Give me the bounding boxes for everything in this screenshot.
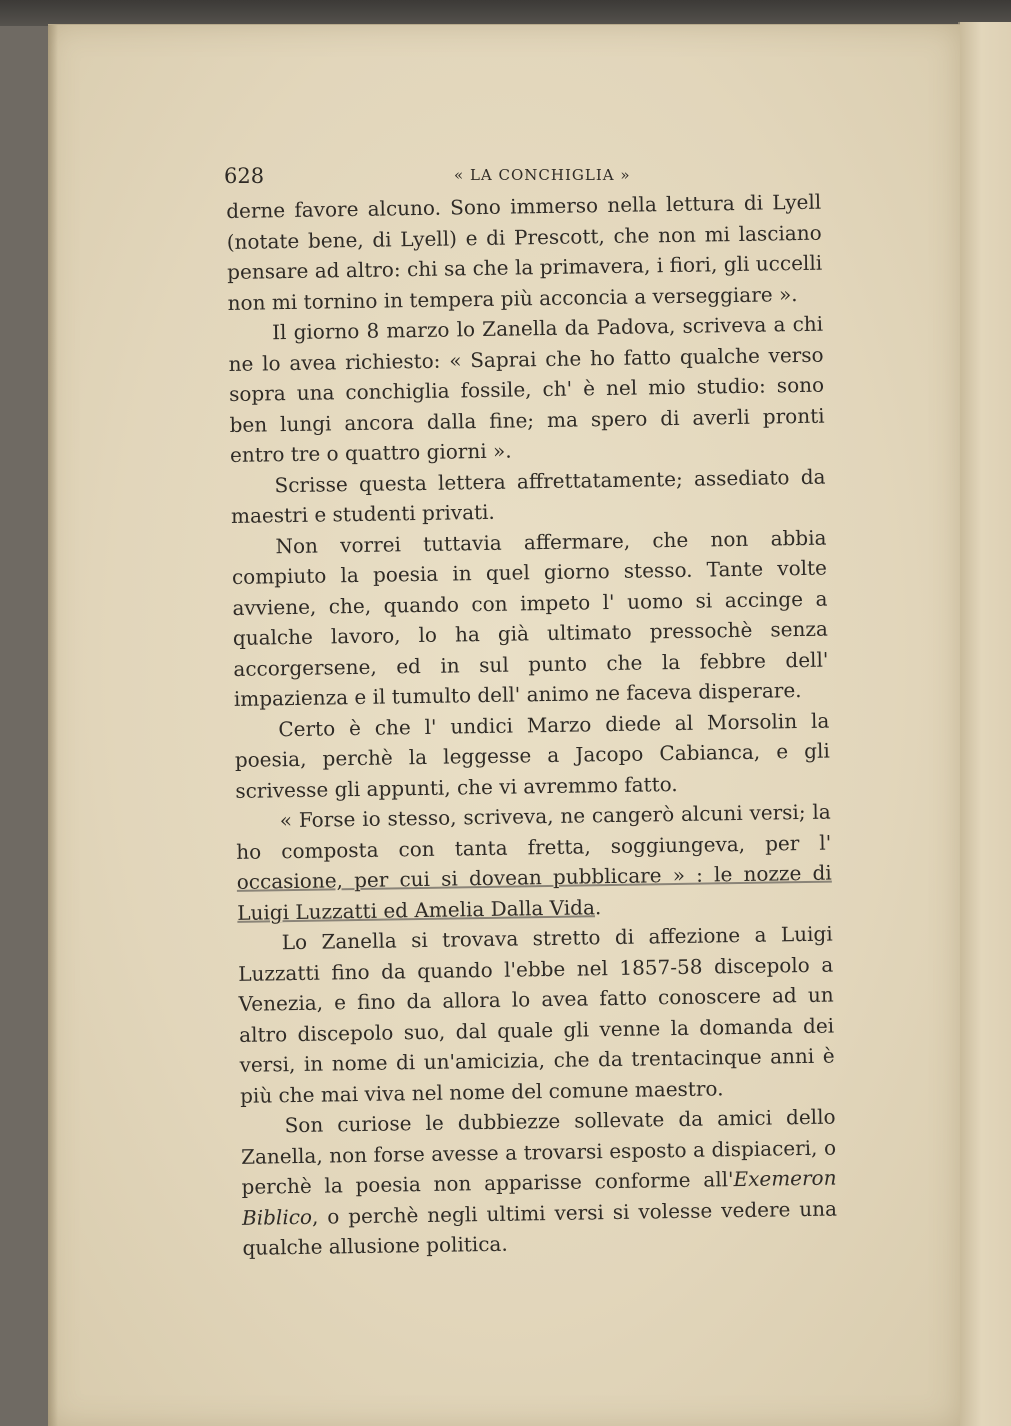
paragraph-5: Certo è che l' undici Marzo diede al Morsolin la poesia, perchè la leggesse a Jacopo Cabianca, e gli scrivesse gli appunti, che vi avremmo fatto.: [234, 708, 830, 803]
paragraph-1: derne favore alcuno. Sono immerso nella lettura di Lyell (notate bene, di Lyell) e di Prescott, che non mi lasciano pensare ad altro: chi sa che la primavera, i fiori, gli uccelli non mi tornino in tempera più acconcia a verseggiare ».: [226, 189, 823, 315]
body-text: [226, 187, 838, 1264]
running-title: « LA CONCHIGLIA »: [454, 166, 631, 184]
page-header: [224, 160, 844, 190]
paragraph-6: [236, 797, 833, 928]
facing-page-edge: [958, 22, 1011, 1426]
paragraph-4: Non vorrei tuttavia affermare, che non abbia compiuto la poesia in quel giorno stesso. Tante volte avviene, che, quando con impeto l' uomo si accinge a qualche lavoro, lo ha già ultimato pressochè senza accorgersene, ed in sul punto che la febbre dell' impazienza e il tumulto dell' animo ne faceva disperare.: [231, 525, 829, 711]
scan-top-shadow: [0, 0, 1011, 26]
paragraph-7: Lo Zanella si trovava stretto di affezione a Luigi Luzzatti fino da quando l'ebbe nel 1857-58 discepolo a Venezia, e fino da allora lo avea fatto conoscere ad un altro discepolo suo, dal quale gli venne la domanda dei versi, in nome di un'amicizia, che da trentacinque anni è più che mai viva nel nome del comune maestro.: [238, 921, 835, 1108]
paragraph-2: Il giorno 8 marzo lo Zanella da Padova, scriveva a chi ne lo avea richiesto: « Saprai che ho fatto qualche verso sopra una conchiglia fossile, ch' è nel mio studio: sono ben lungi ancora dalla fine; ma spero di averli pronti entro tre o quattro giorni ».: [228, 311, 825, 467]
paragraph-8-end: , o perchè negli ultimi versi si volesse vedere una qualche allusione politica.: [242, 1196, 838, 1260]
paragraph-6-text: « Forse io stesso, scriveva, ne cangerò alcuni versi; la ho composta con tanta fretta, soggiungeva, per l': [236, 799, 832, 864]
paragraph-8-text: Son curiose le dubbiezze sollevate da amici dello Zanella, non forse avesse a trovarsi esposto a dispiaceri, o perchè la poesia non apparisse conforme all': [240, 1104, 837, 1199]
page-number: 628: [224, 164, 265, 188]
paragraph-8: [240, 1102, 837, 1264]
paragraph-6-underlined: occasione, per cui si dovean pubblicare » : le nozze di Luigi Luzzatti ed Amelia Dalla Vida: [236, 860, 832, 925]
paragraph-6-end: .: [594, 894, 602, 919]
paragraph-3: Scrisse questa lettera affrettatamente; assediato da maestri e studenti privati.: [230, 464, 826, 528]
page-binding-edge: [48, 25, 58, 1426]
book-title-italic: Exemeron Biblico: [241, 1165, 837, 1230]
